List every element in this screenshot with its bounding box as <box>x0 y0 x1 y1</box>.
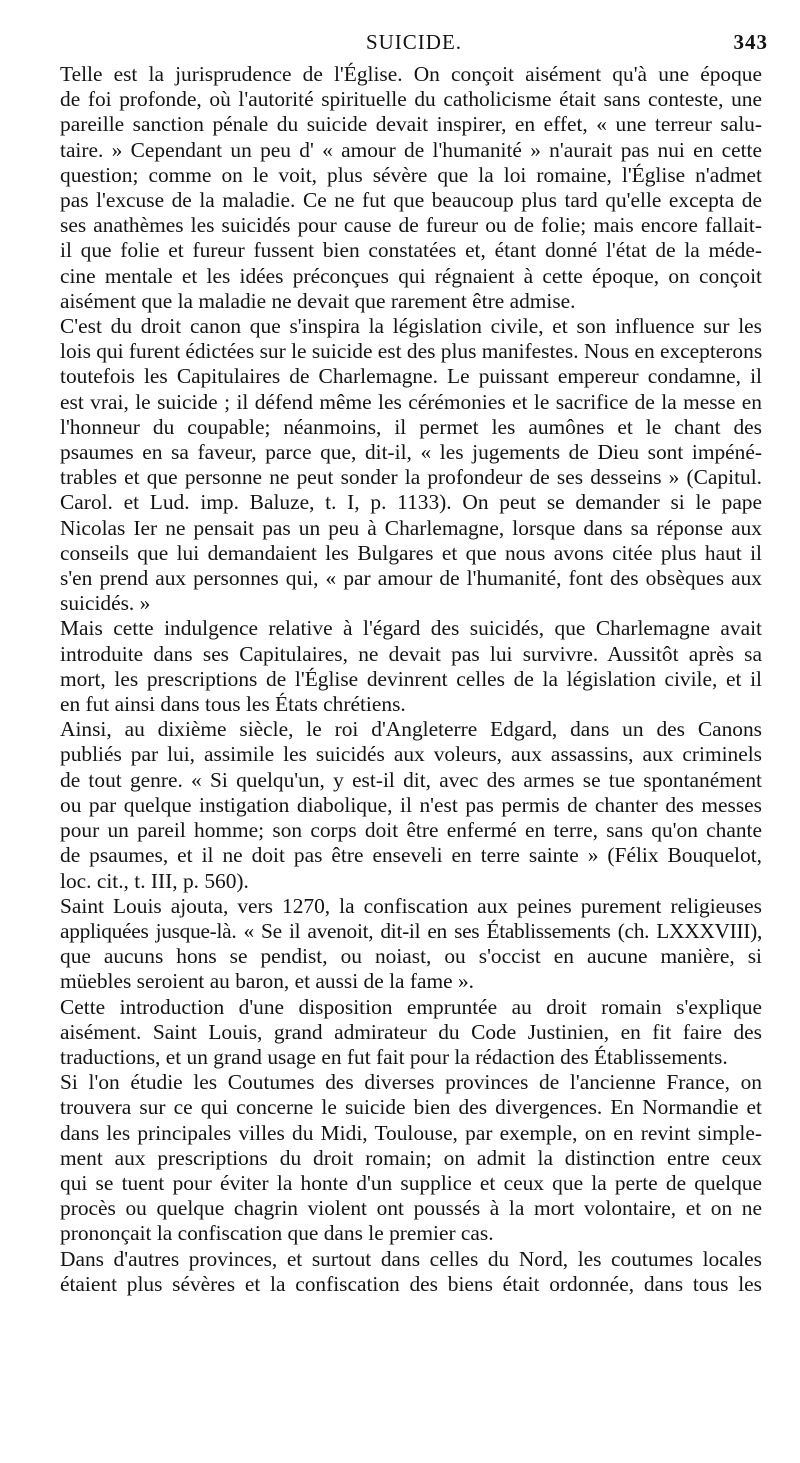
text-line: que aucuns hons se pendist, ou noiast, ou s'occist en aucune manière, si <box>60 944 762 969</box>
paragraph <box>60 1070 762 1246</box>
text-line: de tout genre. « Si quelqu'un, y est-il dit, avec des armes se tue spontanément <box>60 767 762 792</box>
text-line: ses anathèmes les suicidés pour cause de fureur ou de folie; mais encore fallait- <box>60 213 762 238</box>
text-line: toutefois les Capitulaires de Charlemagne. Le puissant empereur condamne, il <box>60 364 762 389</box>
text-line: Carol. et Lud. imp. Baluze, t. I, p. 1133). On peut se demander si le pape <box>60 490 762 515</box>
page-number: 343 <box>733 30 768 54</box>
text-line: loc. cit., t. III, p. 560). <box>60 868 249 893</box>
paragraph <box>60 616 762 717</box>
text-line: procès ou quelque chagrin violent ont poussés à la mort volontaire, et on ne <box>60 1196 762 1221</box>
text-line: Si l'on étudie les Coutumes des diverses provinces de l'ancienne France, on <box>60 1070 762 1095</box>
text-line: suicidés. » <box>60 591 151 616</box>
paragraph <box>60 1247 762 1297</box>
text-line: Mais cette indulgence relative à l'égard des suicidés, que Charlemagne avait <box>60 616 762 641</box>
text-line: en fut ainsi dans tous les États chrétiens. <box>60 692 406 717</box>
text-line: Saint Louis ajouta, vers 1270, la confiscation aux peines purement religieuses <box>60 893 762 918</box>
paragraph <box>60 894 762 995</box>
text-line: de foi profonde, où l'autorité spirituelle du catholicisme était sans conteste, une <box>60 87 762 112</box>
text-line: Telle est la jurisprudence de l'Église. On conçoit aisément qu'à une époque <box>60 62 762 86</box>
text-line: question; comme on le voit, plus sévère que la loi romaine, l'Église n'admet <box>60 162 762 187</box>
text-line: de psaumes, et il ne doit pas être enseveli en terre sainte » (Félix Bouquelot, <box>60 843 762 868</box>
text-line: trables et que personne ne peut sonder la profondeur de ses desseins » (Capitul. <box>60 465 762 490</box>
paragraph <box>60 62 762 314</box>
text-line: l'honneur du coupable; néanmoins, il permet les aumônes et le chant des <box>60 414 762 439</box>
text-line: pareille sanction pénale du suicide devait inspirer, en effet, « une terreur salu- <box>60 112 762 137</box>
text-line: traductions, et un grand usage en fut fait pour la rédaction des Établissements. <box>60 1044 728 1069</box>
text-line: taire. » Cependant un peu d' « amour de l'humanité » n'aurait pas nui en cette <box>60 137 762 162</box>
text-line: C'est du droit canon que s'inspira la législation civile, et son influence sur les <box>60 314 762 339</box>
paragraph <box>60 717 762 893</box>
text-line: dans les principales villes du Midi, Toulouse, par exemple, on en revint simple- <box>60 1120 762 1145</box>
text-line: cine mentale et les idées préconçues qui régnaient à cette époque, on conçoit <box>60 263 762 288</box>
paragraph <box>60 314 762 616</box>
body-text <box>60 62 762 1297</box>
page-header <box>60 30 768 60</box>
text-line: ment aux prescriptions du droit romain; on admit la distinction entre ceux <box>60 1145 762 1170</box>
text-line: appliquées jusque-là. « Se il avenoit, dit-il en ses Établissements (ch. LXXXVIII), <box>60 918 762 943</box>
text-line: qui se tuent pour éviter la honte d'un supplice et ceux que la perte de quelque <box>60 1170 762 1195</box>
text-line: est vrai, le suicide ; il défend même les cérémonies et le sacrifice de la messe en <box>60 389 762 414</box>
text-line: psaumes en sa faveur, parce que, dit-il, « les jugements de Dieu sont impéné- <box>60 440 762 465</box>
text-line: s'en prend aux personnes qui, « par amour de l'humanité, font des obsèques aux <box>60 566 762 591</box>
text-line: pour un pareil homme; son corps doit être enfermé en terre, sans qu'on chante <box>60 818 762 843</box>
running-title: SUICIDE. <box>365 30 463 54</box>
text-line: publiés par lui, assimile les suicidés aux voleurs, aux assassins, aux criminels <box>60 742 762 767</box>
text-line: Ainsi, au dixième siècle, le roi d'Angleterre Edgard, dans un des Canons <box>60 717 762 742</box>
text-line: Dans d'autres provinces, et surtout dans celles du Nord, les coutumes locales <box>60 1246 762 1271</box>
paragraph <box>60 995 762 1071</box>
text-line: müebles seroient au baron, et aussi de la fame ». <box>60 969 475 994</box>
text-line: ou par quelque instigation diabolique, il n'est pas permis de chanter des messes <box>60 792 762 817</box>
text-line: trouvera sur ce qui concerne le suicide bien des divergences. En Normandie et <box>60 1095 762 1120</box>
text-line: étaient plus sévères et la confiscation des biens était ordonnée, dans tous les <box>60 1271 762 1296</box>
text-line: Cette introduction d'une disposition empruntée au droit romain s'explique <box>60 994 762 1019</box>
text-line: pas l'excuse de la maladie. Ce ne fut que beaucoup plus tard qu'elle excepta de <box>60 188 762 213</box>
text-line: il que folie et fureur fussent bien constatées et, étant donné l'état de la méde- <box>60 238 762 263</box>
text-line: Nicolas Ier ne pensait pas un peu à Charlemagne, lorsque dans sa réponse aux <box>60 515 762 540</box>
text-line: introduite dans ses Capitulaires, ne devait pas lui survivre. Aussitôt après sa <box>60 641 762 666</box>
text-line: aisément. Saint Louis, grand admirateur du Code Justinien, en fit faire des <box>60 1019 762 1044</box>
text-line: conseils que lui demandaient les Bulgares et que nous avons citée plus haut il <box>60 540 762 565</box>
text-line: lois qui furent édictées sur le suicide est des plus manifestes. Nous en excepterons <box>60 339 763 364</box>
text-line: mort, les prescriptions de l'Église devinrent celles de la législation civile, et il <box>60 666 762 691</box>
text-line: aisément que la maladie ne devait que rarement être admise. <box>60 288 576 313</box>
text-line: prononçait la confiscation que dans le premier cas. <box>60 1221 494 1246</box>
